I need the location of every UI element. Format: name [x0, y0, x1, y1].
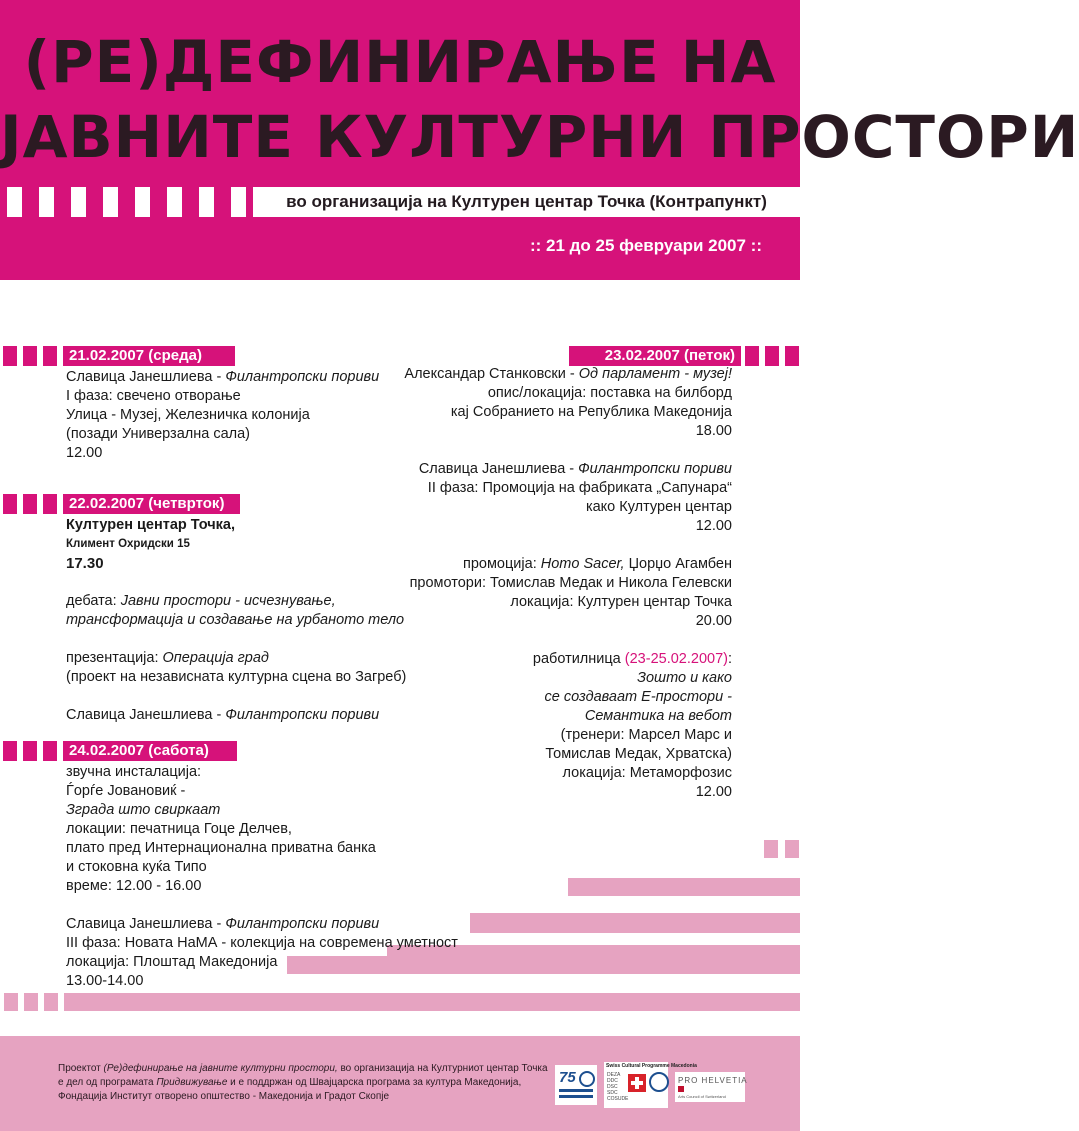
- decor-square: [43, 346, 57, 366]
- title-line-2: ЈАВНИТЕ КУЛТУРНИ ПРОСТОРИ: [0, 103, 1079, 171]
- text-line: Улица - Музеј, Железничка колонија: [66, 407, 310, 423]
- decor-square: [43, 494, 57, 514]
- day4-block: [66, 763, 458, 991]
- text-line: плато пред Интернационална приватна банка: [66, 840, 376, 856]
- presentation-title: Операција град: [162, 650, 269, 666]
- artist: Ѓорѓе Јовановиќ -: [66, 783, 186, 799]
- text-line: (тренери: Марсел Марс и: [560, 727, 732, 743]
- workshop-title: се создаваат Е-простори -: [544, 689, 732, 705]
- decor-square: [3, 741, 17, 761]
- decor-square: [3, 494, 17, 514]
- decor-square: [71, 187, 86, 217]
- globe-icon: [649, 1072, 669, 1092]
- event-dates: :: 21 до 25 февруари 2007 ::: [529, 236, 762, 255]
- time: 18.00: [695, 423, 732, 439]
- work-title: Филантропски пориви: [225, 707, 380, 723]
- decor-square: [3, 346, 17, 366]
- text-line: II фаза: Промоција на фабриката „Сапунара“: [427, 480, 732, 496]
- label: дебата:: [66, 593, 117, 609]
- book-title: Homo Sacer,: [540, 556, 625, 572]
- workshop-title: Семантика на вебот: [584, 708, 732, 724]
- decor-square: [199, 187, 214, 217]
- text-line: промотори: Томислав Медак и Никола Гелевски: [409, 575, 732, 591]
- artist: Славица Јанешлиева -: [418, 461, 575, 477]
- work-title: Филантропски пориви: [578, 461, 732, 477]
- text-line: I фаза: свечено отворање: [66, 388, 241, 404]
- artist: Славица Јанешлиева -: [66, 707, 222, 723]
- decor-square: [23, 494, 37, 514]
- decor-bar: [64, 993, 800, 1011]
- debate-title-cont: трансформација и создавање на урбаното тело: [66, 612, 405, 628]
- artist: Александар Станковски -: [404, 366, 575, 382]
- decor-square: [24, 993, 38, 1011]
- artist: Славица Јанешлиева -: [66, 916, 222, 932]
- organization-text: во организација на Културен центар Точка (Контрапункт): [286, 192, 767, 211]
- decor-square: [135, 187, 150, 217]
- day2-block: [66, 516, 406, 725]
- venue: Културен центар Точка,: [66, 517, 235, 533]
- day3-block: Александар Станковски - Од парламент - музеј! опис/локација: поставка на билборд кај Собранието на Република Македонија 18.00 Славица Јанешлиева - Филантропски пориви II фаза: Промоција на фабриката „Сапунара“ како Културен центар 12.00 промоција: Homo Sacer, Џорџо Агамбен промотори: Томислав Медак и Никола Гелевски локација: Културен центар Точка 20.00 работилница (23-25.02.2007): Зошто и како се создаваат Е-простори - Семантика на вебот (тренери: Марсел Марс и Томислав Медак, Хрватска) локација: Метаморфозис 12.00: [404, 366, 732, 800]
- label: презентација:: [66, 650, 159, 666]
- text-line: како Културен центар: [585, 499, 732, 515]
- text-line: локација: Плоштад Македонија: [66, 954, 278, 970]
- time: 20.00: [695, 613, 732, 629]
- swiss-cultural-programme-logo: Swiss Cultural Programme Macedonia DEZA DDC DSC SDC COSUDE: [604, 1062, 668, 1108]
- time: време: 12.00 - 16.00: [66, 878, 202, 894]
- decor-square: [44, 993, 58, 1011]
- time: 17.30: [66, 555, 104, 572]
- decor-square: [785, 346, 799, 366]
- text-line: и стоковна куќа Типо: [66, 859, 207, 875]
- decor-square: [745, 346, 759, 366]
- text-line: Томислав Медак, Хрватска): [545, 746, 732, 762]
- label: работилница: [532, 651, 621, 667]
- time: 12.00: [695, 518, 732, 534]
- text-line: кај Собранието на Република Македонија: [450, 404, 732, 420]
- decor-square: [4, 993, 18, 1011]
- tocka-logo: 75: [555, 1065, 597, 1105]
- text-line: звучна инсталација:: [66, 764, 202, 780]
- pro-helvetia-logo: PRO HELVETIA Arts Council of Switzerland: [675, 1072, 745, 1102]
- swiss-cross-icon: [628, 1074, 646, 1092]
- text-line: опис/локација: поставка на билборд: [487, 385, 732, 401]
- text-line: локации: печатница Гоце Делчев,: [66, 821, 292, 837]
- work-title: Филантропски пориви: [225, 916, 380, 932]
- day1-block: [66, 368, 379, 463]
- workshop-title: Зошто и како: [637, 670, 732, 686]
- time: 12.00: [66, 445, 103, 461]
- date-bar-24: 24.02.2007 (сабота): [63, 741, 237, 761]
- workshop-dates: (23-25.02.2007): [624, 651, 728, 667]
- time: 12.00: [695, 784, 732, 800]
- decor-square: [7, 187, 22, 217]
- date-bar-22: 22.02.2007 (четврток): [63, 494, 240, 514]
- decor-square: [765, 346, 779, 366]
- text-line: локација: Метаморфозис: [562, 765, 732, 781]
- author: Џорџо Агамбен: [628, 556, 732, 572]
- text-line: (позади Универзална сала): [66, 426, 250, 442]
- decor-square: [23, 741, 37, 761]
- date-bar-21: 21.02.2007 (среда): [63, 346, 235, 366]
- decor-bar: [568, 878, 800, 896]
- work-title: Од парламент - музеј!: [578, 366, 732, 382]
- presentation-note: (проект на независната културна сцена во Загреб): [66, 669, 407, 685]
- decor-bar: [470, 913, 800, 933]
- work-title: Зграда што свиркаат: [66, 802, 221, 818]
- text-line: локација: Културен центар Точка: [510, 594, 732, 610]
- decor-square: [231, 187, 246, 217]
- decor-square: [764, 840, 778, 858]
- decor-square: [23, 346, 37, 366]
- decor-square: [785, 840, 799, 858]
- decor-square: [167, 187, 182, 217]
- text-line: III фаза: Новата НаМА - колекција на современа уметност: [66, 935, 458, 951]
- decor-square: [103, 187, 118, 217]
- work-title: Филантропски пориви: [225, 369, 380, 385]
- time: 13.00-14.00: [66, 973, 144, 989]
- date-bar-23: 23.02.2007 (петок): [569, 346, 741, 366]
- address: Климент Охридски 15: [66, 538, 190, 550]
- debate-title: Јавни простори - исчезнување,: [120, 593, 336, 609]
- label: промоција:: [462, 556, 537, 572]
- artist: Славица Јанешлиева -: [66, 369, 222, 385]
- decor-square: [39, 187, 54, 217]
- decor-square: [43, 741, 57, 761]
- title-line-1: (РЕ)ДЕФИНИРАЊЕ НА: [23, 28, 777, 96]
- footer-text: Проектот (Ре)дефинирање на јавните културни простори, во организација на Културниот центар Точка е дел од програмата Придвижување и е поддржан од Швајцарска програма за култура Македонија, Фондација Институт отворено општество - Македонија и Градот Скопје: [58, 1063, 548, 1102]
